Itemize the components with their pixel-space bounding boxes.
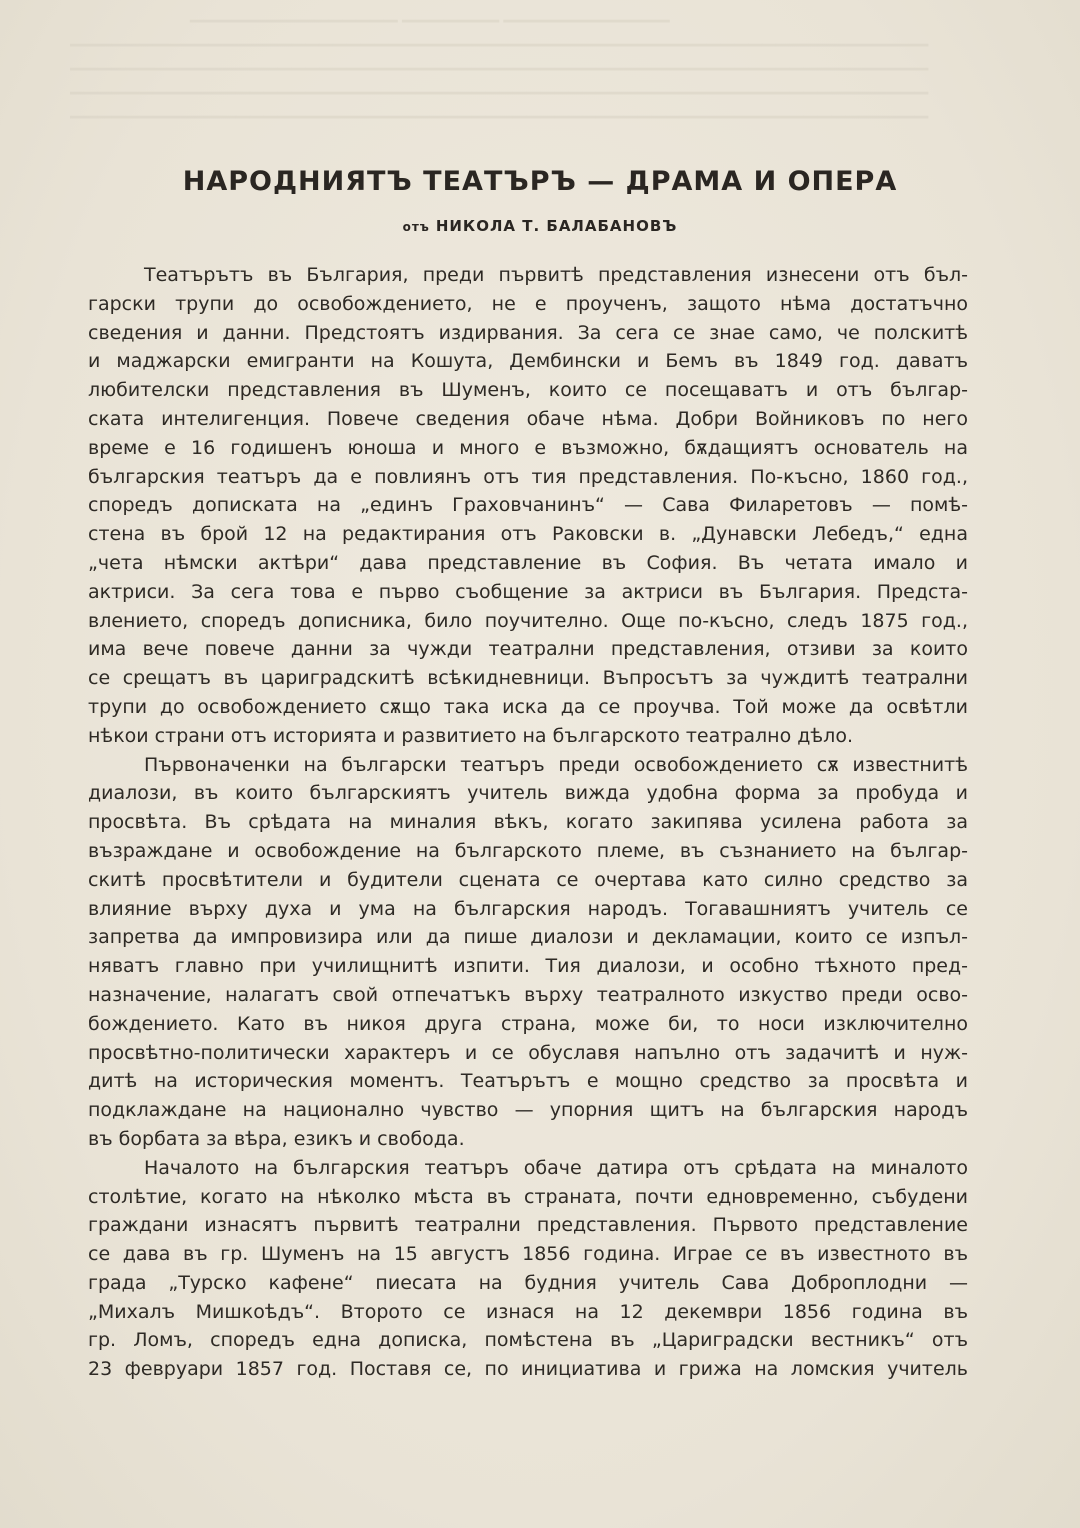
text-line: се дава въ гр. Шуменъ на 15 августъ 1856 година. Играе се въ известното въ: [88, 1243, 968, 1266]
text-line: споредъ дописката на „единъ Граховчанинъ“ — Сава Филаретовъ — помѣ-: [88, 494, 968, 517]
text-line: се срещатъ въ цариградскитѣ всѣкидневници. Въпросътъ за чуждитѣ театрални: [88, 667, 968, 690]
text-line: българския театъръ да е повлиянъ отъ тия представления. По-късно, 1860 год.,: [88, 465, 968, 488]
text-line: време е 16 годишенъ юноша и много е възможно, бѫдащиятъ основатель на: [88, 436, 968, 459]
text-line: влението, споредъ дописника, било поучително. Още по-късно, следъ 1875 год.,: [88, 609, 968, 632]
text-line: „Михалъ Мишкоѣдъ“. Второто се изнася на 12 декември 1856 година въ: [88, 1300, 968, 1323]
text-line: трупи до освобождението сѫщо така иска да се проучва. Той може да освѣтли: [88, 695, 968, 718]
text-line: дитѣ на историческия моментъ. Театърътъ е мощно средство за просвѣта и: [88, 1070, 968, 1093]
author-name: НИКОЛА Т. БАЛАБАНОВЪ: [435, 217, 678, 235]
text-line: запретва да импровизира или да пише диалози и декламации, които се изпъл-: [88, 926, 968, 949]
text-line: и маджарски емигранти на Кошута, Дембински и Бемъ въ 1849 год. даватъ: [88, 350, 968, 373]
text-line: въ борбата за вѣра, езикъ и свобода.: [88, 1127, 465, 1150]
text-line: „чета нѣмски актѣри“ дава представление въ София. Въ четата имало и: [88, 551, 968, 574]
text-line: Първоначенки на български театъръ преди освобождението сѫ известнитѣ: [144, 753, 968, 776]
text-line: актриси. За сега това е първо съобщение за актриси въ България. Предста-: [88, 580, 968, 603]
text-line: нѣкои страни отъ историята и развитието на българското театрално дѣло.: [88, 724, 853, 747]
text-line: стена въ брой 12 на редактирания отъ Раковски в. „Дунавски Лебедъ,“ една: [88, 523, 968, 546]
text-line: назначение, налагатъ свой отпечатъкъ върху театралното изкуство преди осво-: [88, 983, 968, 1006]
text-line: просвѣта. Въ срѣдата на миналия вѣкъ, когато закипява усилена работа за: [88, 811, 968, 834]
text-line: възраждане и освобождение на българското племе, въ съзнанието на българ-: [88, 839, 968, 862]
text-line: граждани изнасятъ първитѣ театрални представления. Първото представление: [88, 1214, 968, 1237]
byline: [0, 217, 1080, 235]
article-title: НАРОДНИЯТЪ ТЕАТЪРЪ — ДРАМА И ОПЕРА: [182, 166, 898, 197]
text-line: бождението. Като въ никоя друга страна, може би, то носи изключително: [88, 1012, 968, 1035]
text-line: скитѣ просвѣтители и будители сцената се очертава като силно средство за: [88, 868, 968, 891]
text-line: гр. Ломъ, споредъ една дописка, помѣстена въ „Цариградски вестникъ“ отъ: [88, 1329, 968, 1352]
show-through-reverse-side: ▁▁▁▁▁▁▁▁▁▁▁▁▁▁▁ ▁▁▁▁▁▁▁ ▁▁▁▁▁▁▁▁▁▁▁▁ ▁▁▁▁▁▁▁▁▁▁▁▁▁▁▁▁▁▁▁▁▁▁▁▁▁▁▁▁▁▁▁▁▁▁▁▁▁▁▁▁▁▁▁▁▁▁▁▁▁▁▁▁▁▁▁▁▁▁▁▁▁▁ ▁▁▁▁▁▁▁▁▁▁▁▁▁▁▁▁▁▁▁▁▁▁▁▁▁▁▁▁▁▁▁▁▁▁▁▁▁▁▁▁▁▁▁▁▁▁▁▁▁▁▁▁▁▁▁▁▁▁▁▁▁▁ ▁▁▁▁▁▁▁▁▁▁▁▁▁▁▁▁▁▁▁▁▁▁▁▁▁▁▁▁▁▁▁▁▁▁▁▁▁▁▁▁▁▁▁▁▁▁▁▁▁▁▁▁▁▁▁▁▁▁▁▁▁▁ ▁▁▁▁▁▁▁▁▁▁▁▁▁▁▁▁▁▁▁▁▁▁▁▁▁▁▁▁▁▁▁▁▁▁▁▁▁▁▁▁▁▁▁▁▁▁▁▁▁▁▁▁▁▁▁▁▁▁▁▁▁▁: [70, 2, 929, 118]
text-line: столѣтие, когато на нѣколко мѣста въ страната, почти едновременно, събудени: [88, 1185, 968, 1208]
text-line: ската интелигенция. Повече сведения обаче нѣма. Добри Войниковъ по него: [88, 407, 968, 430]
text-line: сведения и данни. Предстоятъ издирвания. За сега се знае само, че полскитѣ: [88, 321, 968, 344]
text-line: влияние върху духа и ума на българския народъ. Тогавашниятъ учитель се: [88, 897, 968, 920]
text-line: гарски трупи до освобождението, не е проученъ, защото нѣма достатъчно: [88, 292, 968, 315]
article-body: [88, 261, 968, 1384]
text-line: града „Турско кафене“ пиесата на будния учитель Сава Доброплодни —: [88, 1271, 968, 1294]
text-line: подклаждане на национално чувство — упорния щитъ на българския народъ: [88, 1099, 968, 1122]
text-line: любителски представления въ Шуменъ, които се посещаватъ и отъ българ-: [88, 379, 968, 402]
text-line: 23 февруари 1857 год. Поставя се, по инициатива и грижа на ломския учитель: [88, 1358, 968, 1381]
byline-prefix: отъ: [402, 220, 430, 234]
text-line: има вече повече данни за чужди театрални представления, отзиви за които: [88, 638, 968, 661]
text-line: просвѣтно-политически характеръ и се обуславя напълно отъ задачитѣ и нуж-: [88, 1041, 968, 1064]
text-line: диалози, въ които българскиятъ учитель вижда удобна форма за пробуда и: [88, 782, 968, 805]
text-line: Началото на българския театъръ обаче датира отъ срѣдата на миналото: [144, 1156, 968, 1179]
text-line: Театърътъ въ България, преди първитѣ представления изнесени отъ бъл-: [144, 264, 968, 286]
text-line: няватъ главно при училищнитѣ изпити. Тия диалози, и особно тѣхното пред-: [88, 955, 968, 978]
